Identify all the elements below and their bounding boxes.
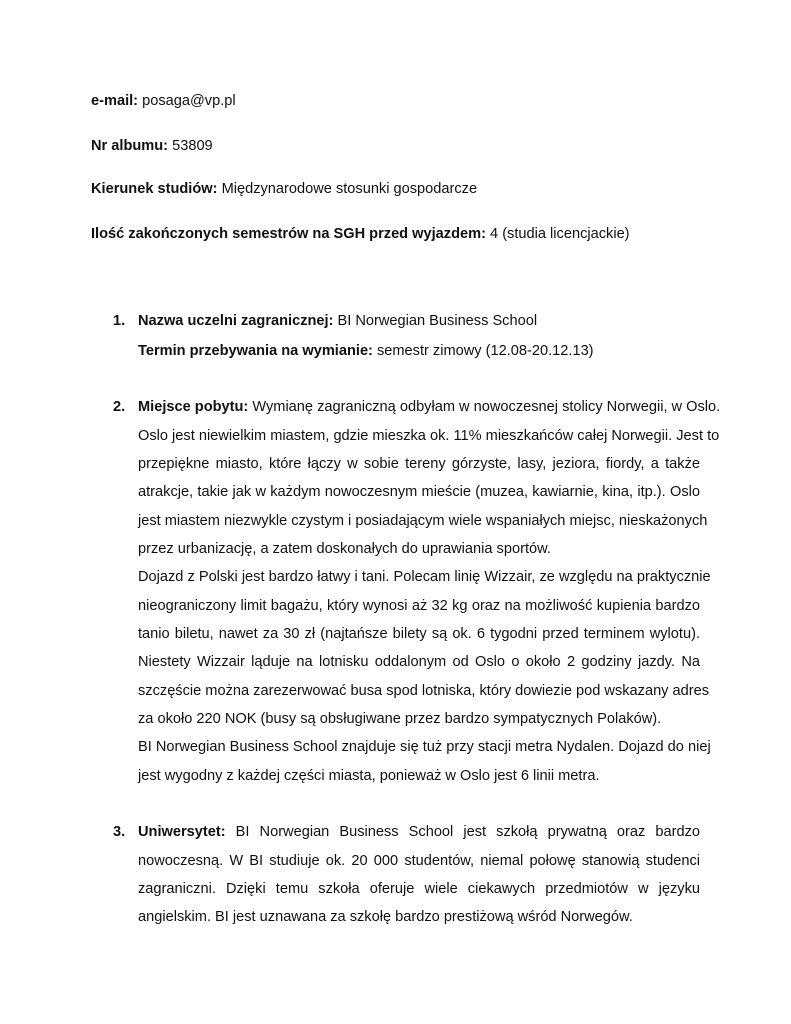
section-number: 2. — [113, 399, 126, 415]
line-label: Uniwersytet: — [138, 824, 226, 840]
line-label: Termin przebywania na wymianie: — [138, 343, 373, 359]
semesters-value: 4 (studia licencjackie) — [490, 226, 630, 242]
line-label: Nazwa uczelni zagranicznej: — [138, 313, 334, 329]
line-text: Wymianę zagraniczną odbyłam w nowoczesnej stolicy Norwegii, w Oslo. — [252, 399, 721, 415]
section-line: za około 220 NOK (busy są obsługiwane przez bardzo sympatycznych Polaków). — [138, 711, 662, 727]
field-of-study-line — [91, 181, 477, 197]
section-line: przepiękne miasto, które łączy w sobie tereny górzyste, lasy, jeziora, fiordy, a także — [138, 456, 700, 472]
section-line: angielskim. BI jest uznawana za szkołę bardzo prestiżową wśród Norwegów. — [138, 909, 633, 925]
semesters-label: Ilość zakończonych semestrów na SGH przed wyjazdem: — [91, 226, 486, 242]
section-number: 3. — [113, 824, 126, 840]
section-line: atrakcje, takie jak w każdym nowoczesnym mieście (muzea, kawiarnie, kina, itp.). Oslo — [138, 484, 700, 500]
line-label: Miejsce pobytu: — [138, 399, 249, 415]
line-text: BI Norwegian Business School jest szkołą prywatną oraz bardzo — [235, 824, 700, 840]
section-line: Dojazd z Polski jest bardzo łatwy i tani. Polecam linię Wizzair, ze względu na praktycznie — [138, 569, 711, 585]
section-line: przez urbanizację, a zatem doskonałych do uprawiania sportów. — [138, 541, 551, 557]
semesters-line — [91, 226, 630, 242]
line-text: semestr zimowy (12.08-20.12.13) — [376, 343, 594, 359]
section-line: jest wygodny z każdej części miasta, ponieważ w Oslo jest 6 linii metra. — [138, 768, 600, 784]
section-line: Oslo jest niewielkim miastem, gdzie mieszka ok. 11% mieszkańców całej Norwegii. Jest to — [138, 428, 720, 444]
email-label: e-mail: — [91, 93, 139, 109]
section-line — [138, 311, 700, 331]
section-number: 1. — [113, 313, 126, 329]
section-line — [138, 341, 700, 361]
section-line: BI Norwegian Business School znajduje się tuż przy stacji metra Nydalen. Dojazd do niej — [138, 739, 711, 755]
section-line: nowoczesną. W BI studiuje ok. 20 000 studentów, niemal połowę stanowią studenci — [138, 853, 700, 869]
section-line — [138, 822, 700, 842]
section-line — [138, 397, 721, 417]
section-line: tanio biletu, nawet za 30 zł (najtańsze bilety są ok. 6 tygodni przed terminem wylotu). — [138, 626, 700, 642]
field-label: Kierunek studiów: — [91, 181, 218, 197]
section-line: zagraniczni. Dzięki temu szkoła oferuje wiele ciekawych przedmiotów w języku — [138, 881, 700, 897]
email-line — [91, 93, 236, 109]
section-line: Niestety Wizzair ląduje na lotnisku oddalonym od Oslo o około 2 godziny jazdy. Na — [138, 654, 700, 670]
album-label: Nr albumu: — [91, 138, 169, 154]
section-line: jest miastem niezwykle czystym i posiadającym wiele wspaniałych miejsc, nieskażonych — [138, 513, 708, 529]
email-value: posaga@vp.pl — [142, 93, 236, 109]
line-text: BI Norwegian Business School — [337, 313, 538, 329]
section-line: szczęście można zarezerwować busa spod lotniska, który dowiezie pod wskazany adres — [138, 683, 710, 699]
album-value: 53809 — [172, 138, 213, 154]
field-value: Międzynarodowe stosunki gospodarcze — [221, 181, 478, 197]
section-line: nieograniczony limit bagażu, który wynosi aż 32 kg oraz na możliwość kupienia bardzo — [138, 598, 700, 614]
album-line — [91, 138, 213, 154]
